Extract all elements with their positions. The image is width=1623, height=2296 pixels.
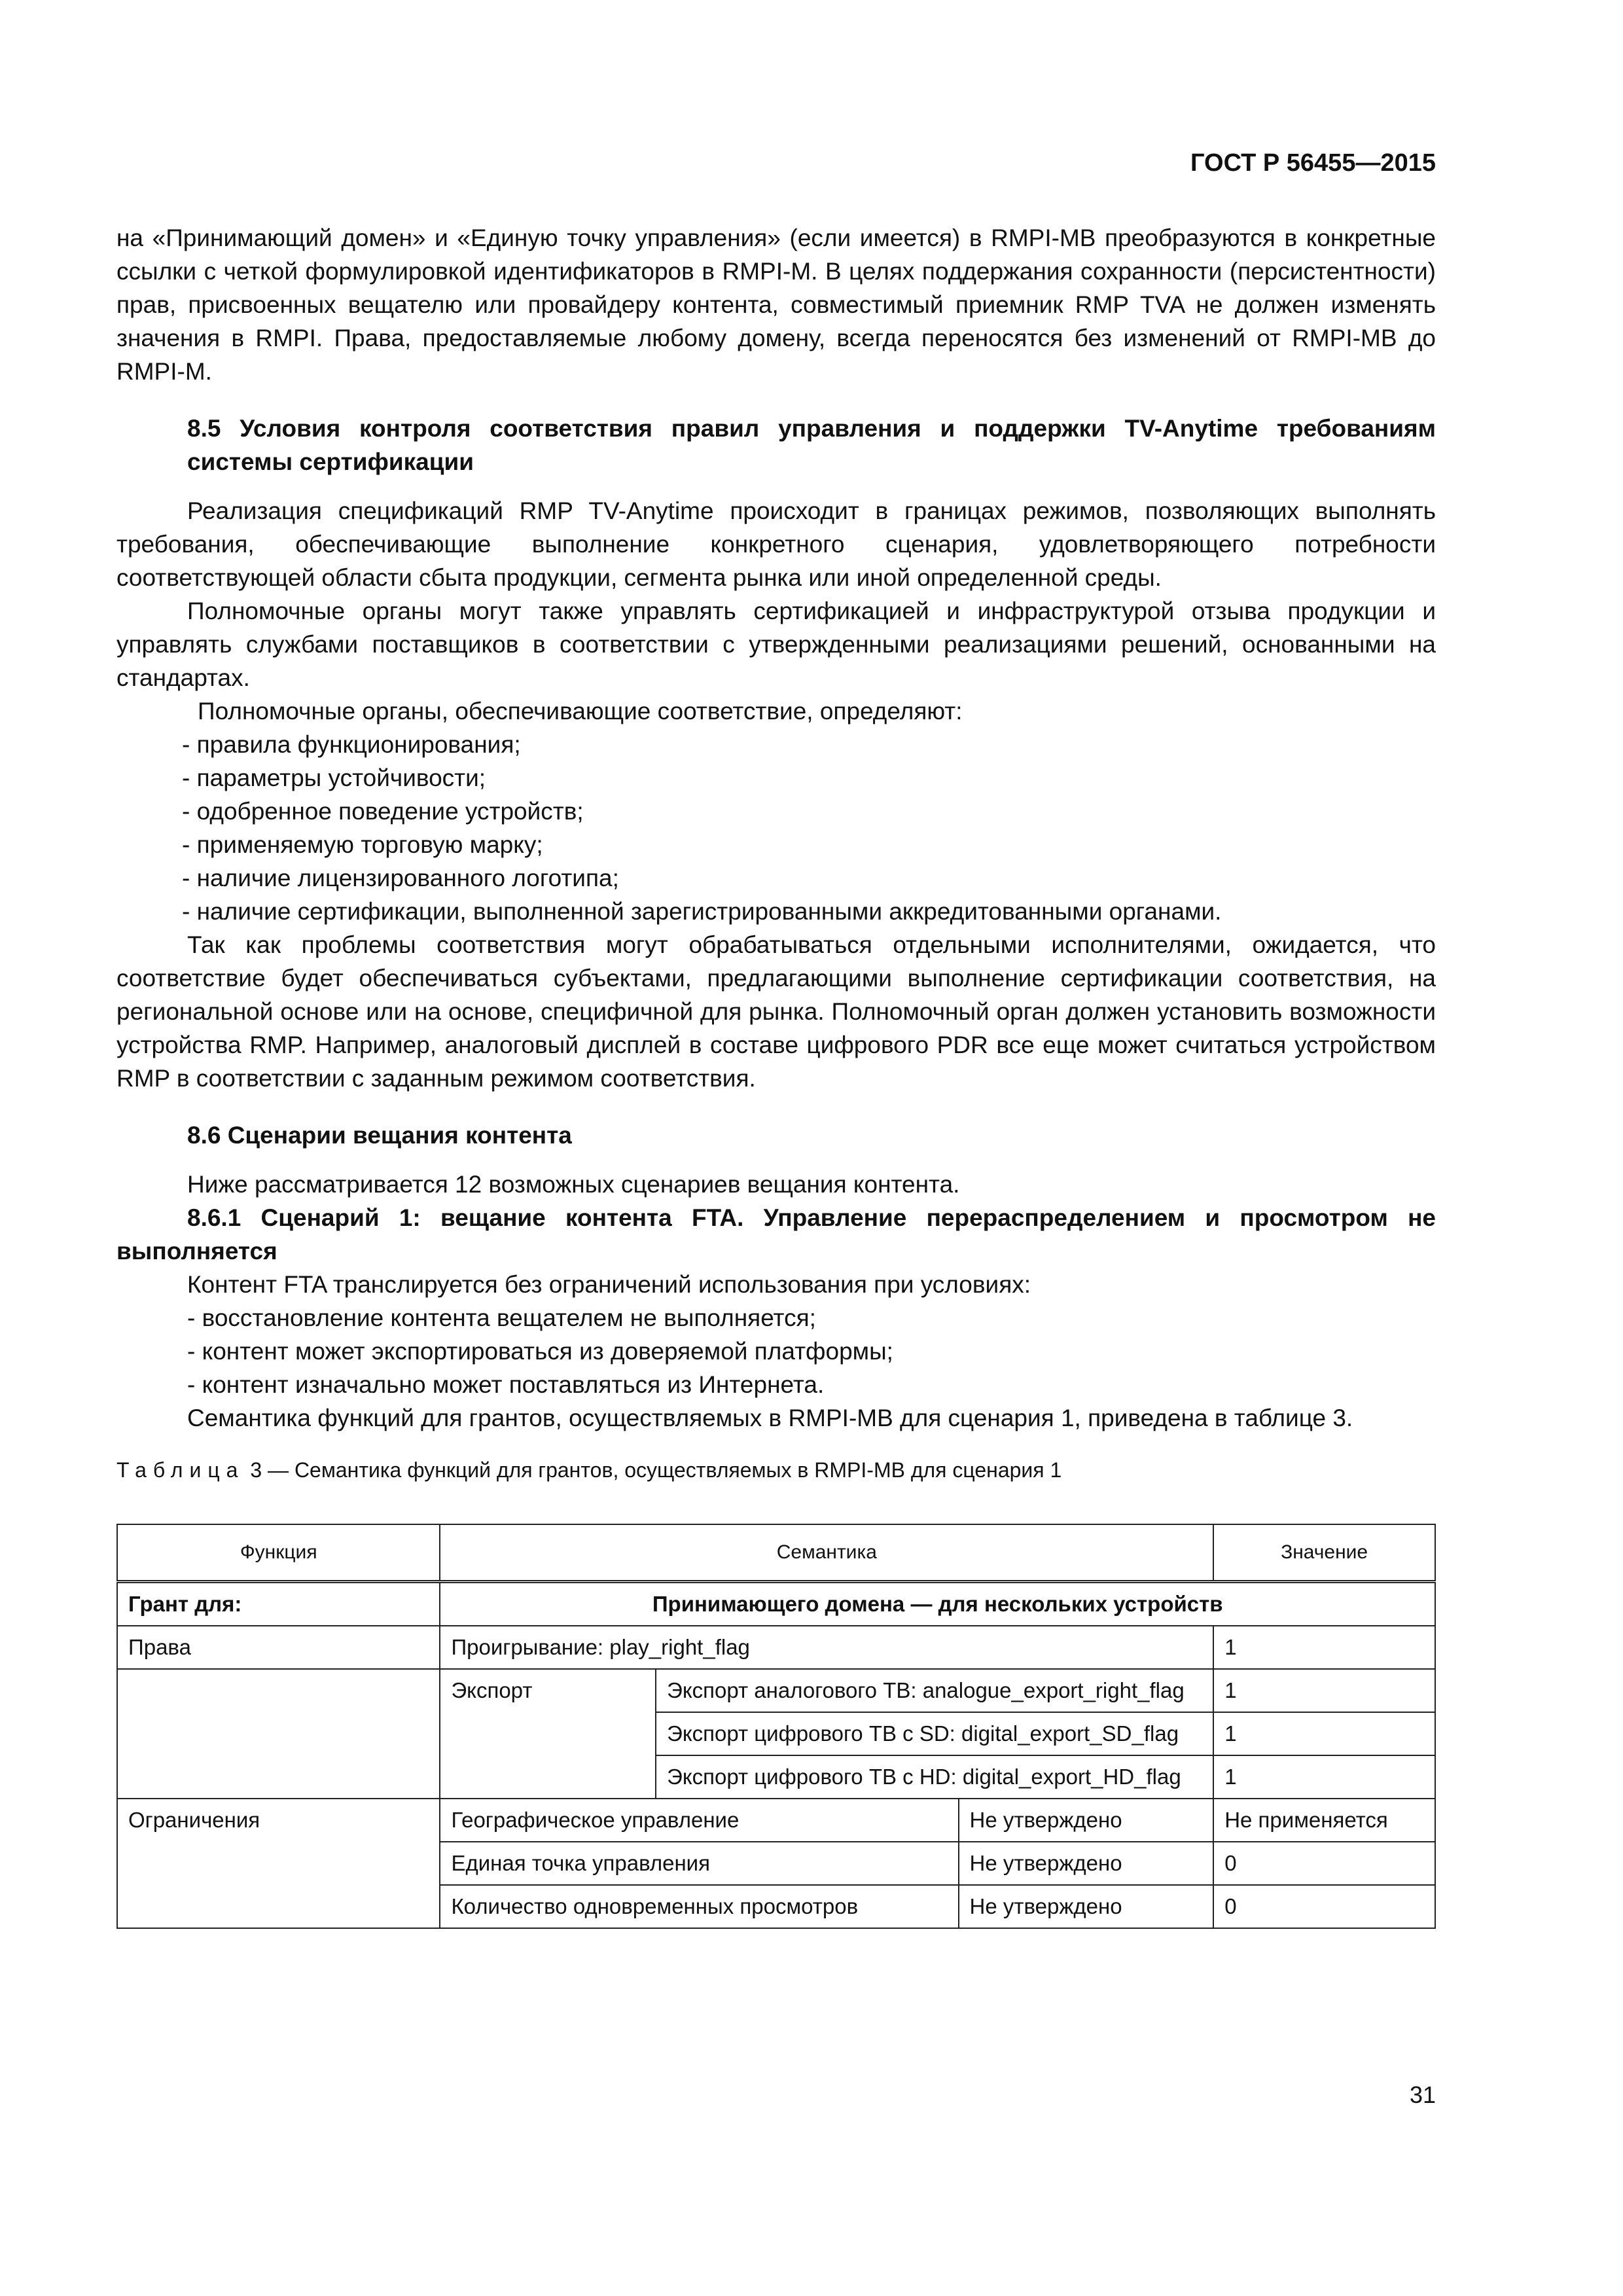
section-8-6-paragraph-3: Семантика функций для грантов, осуществляемых в RMPI-MB для сценария 1, приведена в таблице 3. xyxy=(187,1405,1353,1431)
restrictions-label: Ограничения xyxy=(117,1799,440,1928)
section-8-5-list-intro: Полномочные органы, обеспечивающие соответствие, определяют: xyxy=(198,698,963,725)
export-sd-label: Экспорт цифрового ТВ с SD: digital_export_SD_flag xyxy=(656,1712,1213,1755)
geo-control-status: Не утверждено xyxy=(959,1799,1214,1842)
play-right-label: Проигрывание: play_right_flag xyxy=(440,1626,1213,1669)
single-point-status: Не утверждено xyxy=(959,1842,1214,1885)
section-8-5-heading: 8.5 Условия контроля соответствия правил управления и поддержки TV-Anytime требованиям системы сертификации xyxy=(187,415,1436,475)
rights-label: Права xyxy=(117,1626,440,1669)
grant-label: Грант для: xyxy=(117,1582,440,1626)
export-hd-value: 1 xyxy=(1213,1755,1435,1799)
table-row xyxy=(117,1582,1435,1626)
table-row xyxy=(117,1799,1435,1842)
section-8-6-1-heading: 8.6.1 Сценарий 1: вещание контента FTA. Управление перераспределением и просмотром не выполняется xyxy=(116,1204,1436,1265)
table-caption-text: 3 — Семантика функций для грантов, осуществляемых в RMPI-MB для сценария 1 xyxy=(244,1458,1062,1482)
table-row xyxy=(117,1626,1435,1669)
play-right-value: 1 xyxy=(1213,1626,1435,1669)
section-8-6-heading: 8.6 Сценарии вещания контента xyxy=(187,1122,572,1149)
single-point-value: 0 xyxy=(1213,1842,1435,1885)
concurrent-views-value: 0 xyxy=(1213,1885,1435,1928)
single-point-label: Единая точка управления xyxy=(440,1842,958,1885)
list-item: - контент изначально может поставляться из Интернета. xyxy=(187,1371,825,1398)
table-row xyxy=(117,1669,1435,1712)
export-sd-value: 1 xyxy=(1213,1712,1435,1755)
geo-control-value: Не применяется xyxy=(1213,1799,1435,1842)
export-analog-label: Экспорт аналогового ТВ: analogue_export_right_flag xyxy=(656,1669,1213,1712)
table-caption-prefix: Таблица xyxy=(116,1458,245,1482)
list-item: - правила функционирования; xyxy=(182,731,521,758)
concurrent-views-label: Количество одновременных просмотров xyxy=(440,1885,958,1928)
col-header-value: Значение xyxy=(1213,1524,1435,1582)
list-item: - одобренное поведение устройств; xyxy=(182,798,584,825)
geo-control-label: Географическое управление xyxy=(440,1799,958,1842)
export-analog-value: 1 xyxy=(1213,1669,1435,1712)
table-header-row xyxy=(117,1524,1435,1582)
section-8-6-paragraph-2: Контент FTA транслируется без ограничений использования при условиях: xyxy=(187,1271,1031,1298)
intro-paragraph: на «Принимающий домен» и «Единую точку управления» (если имеется) в RMPI-MB преобразуются в конкретные ссылки с четкой формулировкой идентификаторов в RMPI-M. В целях поддержания сохранности (персистентности) прав, присвоенных вещателю или провайдеру контента, совместимый приемник RMP TVA не должен изменять значения в RMPI. Права, предоставляемые любому домену, всегда переносятся без изменений от RMPI-MB до RMPI-M. xyxy=(116,224,1436,385)
section-8-5-paragraph-3: Так как проблемы соответствия могут обрабатываться отдельными исполнителями, ожидается, что соответствие будет обеспечиваться субъектами, предлагающими выполнение сертификации соответствия, на региональной основе или на основе, специфичной для рынка. Полномочный орган должен установить возможности устройства RMP. Например, аналоговый дисплей в составе цифрового PDR все еще может считаться устройством RMP в соответствии с заданным режимом соответствия. xyxy=(116,931,1436,1092)
page-number: 31 xyxy=(1409,2081,1436,2108)
section-8-5-paragraph-2: Полномочные органы могут также управлять сертификацией и инфраструктурой отзыва продукции и управлять службами поставщиков в соответствии с утвержденными реализациями решений, основанными на стандартах. xyxy=(116,598,1436,691)
list-item: - наличие лицензированного логотипа; xyxy=(182,865,619,891)
col-header-function: Функция xyxy=(117,1524,440,1582)
list-item: - восстановление контента вещателем не выполняется; xyxy=(187,1304,816,1331)
body-text xyxy=(116,221,1436,1484)
col-header-semantics: Семантика xyxy=(440,1524,1213,1582)
section-8-5-paragraph-1: Реализация спецификаций RMP TV-Anytime происходит в границах режимов, позволяющих выполнять требования, обеспечивающие выполнение конкретного сценария, удовлетворяющего потребности соответствующей области сбыта продукции, сегмента рынка или иной определенной среды. xyxy=(116,497,1436,591)
section-8-6-paragraph-1: Ниже рассматривается 12 возможных сценариев вещания контента. xyxy=(187,1171,960,1198)
export-hd-label: Экспорт цифрового ТВ с HD: digital_export_HD_flag xyxy=(656,1755,1213,1799)
list-item: - параметры устойчивости; xyxy=(182,764,486,791)
list-item: - контент может экспортироваться из доверяемой платформы; xyxy=(187,1338,893,1365)
grant-value: Принимающего домена — для нескольких устройств xyxy=(440,1582,1435,1626)
export-label: Экспорт xyxy=(440,1669,656,1799)
empty-cell xyxy=(117,1669,440,1799)
document-id-header: ГОСТ Р 56455—2015 xyxy=(1190,149,1436,177)
list-item: - наличие сертификации, выполненной зарегистрированными аккредитованными органами. xyxy=(182,898,1222,925)
concurrent-views-status: Не утверждено xyxy=(959,1885,1214,1928)
table-caption xyxy=(116,1456,1436,1484)
list-item: - применяемую торговую марку; xyxy=(182,831,543,858)
semantics-table xyxy=(116,1524,1436,1929)
